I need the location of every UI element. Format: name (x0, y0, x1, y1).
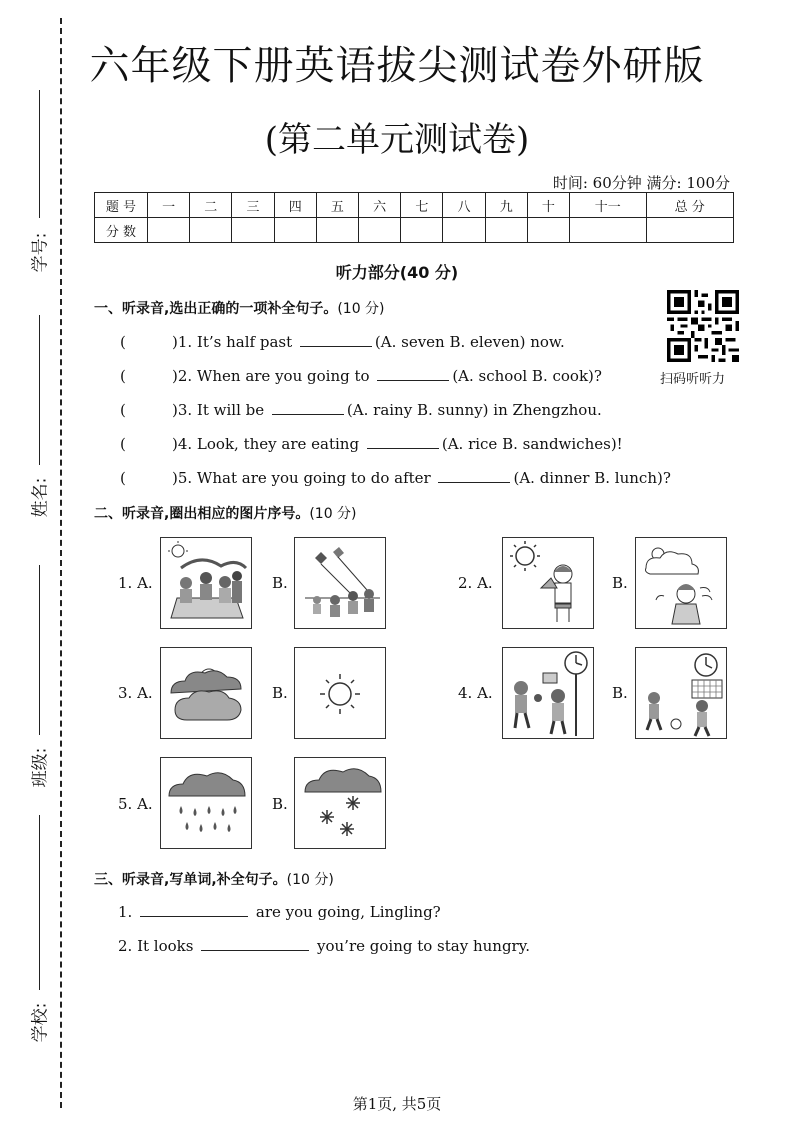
listening-section-heading: 听力部分(40 分) (335, 263, 459, 282)
hot-sunny-image[interactable] (502, 537, 594, 629)
name-field[interactable] (16, 315, 62, 518)
score-input-cell[interactable] (443, 218, 485, 243)
part1-question-2 (120, 366, 602, 385)
part2-points: (10 分) (309, 506, 357, 522)
table-cell: 四 (274, 193, 316, 218)
part1-title-text: 一、听录音,选出正确的一项补全句子。 (94, 301, 338, 317)
table-cell: 三 (232, 193, 274, 218)
score-input-cell[interactable] (190, 218, 232, 243)
part3-title-text: 三、听录音,写单词,补全句子。 (94, 872, 287, 888)
question-text: you’re going to stay hungry. (317, 937, 530, 955)
score-table-score-row (95, 218, 734, 243)
score-input-cell[interactable] (646, 218, 734, 243)
q1-option-b-label: B. (272, 574, 288, 592)
question-text: )5. What are you going to do after (172, 469, 431, 487)
answer-blank[interactable] (140, 902, 248, 917)
part2-title (94, 503, 357, 523)
answer-paren[interactable]: ( (120, 469, 126, 487)
part1-question-4 (120, 434, 623, 453)
question-text: )1. It’s half past (172, 333, 293, 351)
question-text: 2. It looks (118, 937, 194, 955)
score-input-cell[interactable] (485, 218, 527, 243)
table-cell: 十一 (570, 193, 646, 218)
part3-question-1 (118, 902, 441, 921)
page-subtitle: (第二单元测试卷) (264, 120, 530, 160)
table-cell: 题 号 (95, 193, 148, 218)
question-text: )4. Look, they are eating (172, 435, 360, 453)
class-label: 班级: (30, 747, 51, 788)
qr-code-icon[interactable] (667, 290, 739, 362)
time-info: 时间: 60分钟 满分: 100分 (552, 174, 730, 192)
answer-paren[interactable]: ( (120, 401, 126, 419)
score-input-cell[interactable] (570, 218, 646, 243)
score-input-cell[interactable] (359, 218, 401, 243)
q5-option-b-label: B. (272, 795, 288, 813)
part1-points: (10 分) (337, 301, 385, 317)
question-text: )2. When are you going to (172, 367, 370, 385)
score-input-cell[interactable] (148, 218, 190, 243)
score-input-cell[interactable] (527, 218, 569, 243)
q3-option-a-label: 3. A. (118, 684, 153, 702)
score-input-cell[interactable] (316, 218, 358, 243)
answer-paren[interactable]: ( (120, 367, 126, 385)
qr-caption: 扫码听听力 (660, 372, 726, 387)
question-options: (A. seven B. eleven) now. (374, 333, 565, 351)
snowy-image[interactable] (294, 757, 386, 849)
score-input-cell[interactable] (232, 218, 274, 243)
q2-option-a-label: 2. A. (458, 574, 493, 592)
table-cell: 二 (190, 193, 232, 218)
table-cell: 五 (316, 193, 358, 218)
question-options: (A. rainy B. sunny) in Zhengzhou. (346, 401, 602, 419)
q5-option-a-label: 5. A. (118, 795, 153, 813)
table-cell: 九 (485, 193, 527, 218)
question-options: (A. school B. cook)? (452, 367, 602, 385)
q2-option-b-label: B. (612, 574, 628, 592)
table-cell: 分 数 (95, 218, 148, 243)
table-cell: 总 分 (646, 193, 734, 218)
student-no-label: 学号: (30, 232, 51, 273)
part3-title (94, 869, 334, 889)
table-cell: 六 (359, 193, 401, 218)
answer-blank[interactable] (272, 400, 344, 415)
question-options: (A. dinner B. lunch)? (513, 469, 671, 487)
part2-title-text: 二、听录音,圈出相应的图片序号。 (94, 506, 310, 522)
answer-blank[interactable] (438, 468, 510, 483)
score-input-cell[interactable] (274, 218, 316, 243)
windy-image[interactable] (635, 537, 727, 629)
cloudy-image[interactable] (160, 647, 252, 739)
question-options: (A. rice B. sandwiches)! (441, 435, 623, 453)
part3-question-2 (118, 936, 530, 955)
question-text: 1. (118, 903, 133, 921)
question-text: are you going, Lingling? (255, 903, 441, 921)
answer-paren[interactable]: ( (120, 333, 126, 351)
table-cell: 七 (401, 193, 443, 218)
answer-paren[interactable]: ( (120, 435, 126, 453)
table-cell: 八 (443, 193, 485, 218)
q4-option-a-label: 4. A. (458, 684, 493, 702)
score-table-header-row (95, 193, 734, 218)
sunny-image[interactable] (294, 647, 386, 739)
part1-title (94, 298, 385, 318)
school-field[interactable] (16, 815, 62, 1043)
score-input-cell[interactable] (401, 218, 443, 243)
kites-image[interactable] (294, 537, 386, 629)
part3-points: (10 分) (286, 872, 334, 888)
clock-football-image[interactable] (635, 647, 727, 739)
clock-basketball-image[interactable] (502, 647, 594, 739)
question-text: )3. It will be (172, 401, 265, 419)
page-title: 六年级下册英语拔尖测试卷外研版 (89, 43, 705, 89)
part1-question-5 (120, 468, 671, 487)
part1-question-1 (120, 332, 565, 351)
answer-blank[interactable] (377, 366, 449, 381)
score-table (94, 192, 734, 243)
answer-blank[interactable] (367, 434, 439, 449)
class-field[interactable] (16, 565, 62, 788)
rainy-image[interactable] (160, 757, 252, 849)
page-footer: 第1页, 共5页 (352, 1095, 442, 1113)
table-cell: 十 (527, 193, 569, 218)
school-label: 学校: (30, 1002, 51, 1043)
q3-option-b-label: B. (272, 684, 288, 702)
q1-option-a-label: 1. A. (118, 574, 153, 592)
q4-option-b-label: B. (612, 684, 628, 702)
name-label: 姓名: (30, 477, 51, 518)
answer-blank[interactable] (300, 332, 372, 347)
picnic-image[interactable] (160, 537, 252, 629)
part1-question-3 (120, 400, 602, 419)
answer-blank[interactable] (201, 936, 309, 951)
table-cell: 一 (148, 193, 190, 218)
